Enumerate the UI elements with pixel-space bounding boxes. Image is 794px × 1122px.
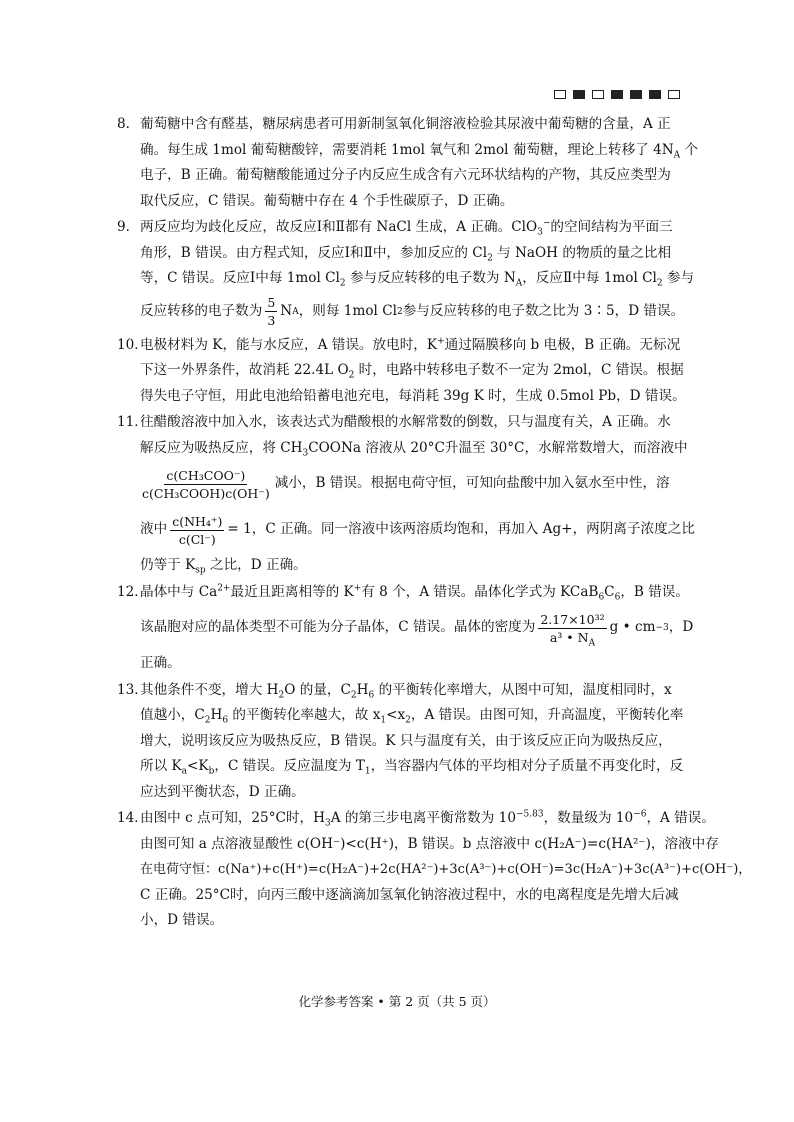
- fraction: $\frac{\text{2.17×10³²}}{a^3 • N_A}$: [540, 611, 605, 648]
- fraction: $\frac{5}{3}$: [267, 295, 276, 328]
- text-line-with-fraction: 该晶胞对应的晶体类型不可能为分子晶体，C 错误。晶体的密度为 $\frac{\text{2.17×10³²}}{a^3 • N_A}$ g • cm −3 ，D: [140, 611, 694, 648]
- text-line: 往醋酸溶液中加入水，该表达式为醋酸根的水解常数的倒数，只与温度有关，A 正确。水: [140, 414, 671, 430]
- item-number: 12．: [117, 583, 148, 600]
- text-line: 取代反应，C 错误。葡萄糖中存在 4 个手性碳原子，D 正确。: [140, 192, 514, 209]
- text-line: 由图可知 a 点溶液显酸性 c(OH⁻)<c(H⁺)，B 错误。b 点溶液中 c(H₂A⁻)=c(HA²⁻)，溶液中存: [140, 835, 719, 852]
- text-line: 晶体中与 $Ca^{2+}$最近且距离相等的 K+有 8 个，A 错误。晶体化学式为 $KCaB_6C_6$，B 错误。: [140, 582, 689, 603]
- answer-item-11: [117, 410, 695, 579]
- fraction: $\frac{\text{c(CH₃COO⁻)}}{\text{c(CH₃COOH)c(OH⁻)}}$: [142, 467, 270, 501]
- text-line: 小，D 错误。: [140, 912, 224, 928]
- page-footer: 化学参考答案 • 第 2 页（共 5 页）: [298, 994, 496, 1009]
- text-line: 电子，B 正确。葡萄糖酸能通过分子内反应生成含有六元环状结构的产物，其反应类型为: [140, 167, 671, 183]
- text-line: 正确。: [140, 655, 181, 671]
- header-mark-empty: [668, 90, 680, 99]
- answer-item-8: [117, 112, 699, 214]
- text-line: 所以 $K_a<K_b$，C 错误。反应温度为 $T_1$，当容器内气体的平均相对分子质量不再变化时，反: [140, 758, 684, 777]
- answer-item-13: [117, 678, 683, 806]
- text-line-with-fraction: 液中 $\frac{\text{c(NH₄⁺)}}{c(Cl^-)}$ = 1，C 正确。同一溶液中该两溶质均饱和，再加入 Ag+，两阴离子浓度之比: [140, 513, 695, 547]
- text-line: 确。每生成 1mol 葡萄糖酸锌，需要消耗 1mol 氧气和 2mol 葡萄糖，理论上转移了 $4N_A$ 个: [140, 141, 699, 161]
- header-mark-filled: [573, 90, 585, 99]
- answer-item-10: [117, 333, 686, 410]
- text-line: 在电荷守恒：c(Na⁺)+c(H⁺)=c(H₂A⁻)+2c(HA²⁻)+3c(A³⁻)+c(OH⁻)=3c(H₂A⁻)+3c(A³⁻)+c(OH⁻)，: [140, 862, 752, 877]
- header-mark-empty: [592, 90, 604, 99]
- answer-item-9: [117, 215, 695, 332]
- text-line: 应达到平衡状态，D 正确。: [140, 783, 305, 800]
- item-number: 13．: [117, 681, 148, 698]
- item-number: 11．: [117, 414, 148, 430]
- text-line: 由图中 c 点可知，25°C时，$H_3A$ 的第三步电离平衡常数为 $10^{-5.83}$，数量级为 $10^{-6}$，A 错误。: [140, 809, 715, 829]
- text-line: 增大，说明该反应为吸热反应，B 错误。K 只与温度有关，由于该反应正向为吸热反应，: [140, 732, 672, 749]
- item-number: 9．: [117, 219, 140, 235]
- text-line: 解反应为吸热反应，将 $CH_3COONa$ 溶液从 20°C升温至 30°C，水解常数增大，而溶液中: [140, 439, 688, 459]
- text-line: 两反应均为歧化反应，故反应Ⅰ和Ⅱ都有 NaCl 生成，A 正确。ClO$_3$−的空间结构为平面三: [140, 218, 673, 238]
- text-line: 电极材料为 K，能与水反应，A 错误。放电时，K+通过隔膜移向 b 电极，B 正确。无标况: [140, 335, 681, 353]
- text-line: C 正确。25°C时，向丙三酸中逐滴滴加氢氧化钠溶液过程中，水的电离程度是先增大后减: [140, 886, 679, 903]
- text-line-with-fraction: $\frac{\text{c(CH₃COO⁻)}}{\text{c(CH₃COOH)c(OH⁻)}}$ 减小，B 错误。根据电荷守恒，可知向盐酸中加入氨水至中性，溶: [142, 467, 670, 501]
- item-number: 14．: [117, 810, 148, 826]
- text-line: 葡萄糖中含有醛基，糖尿病患者可用新制氢氧化铜溶液检验其尿液中葡萄糖的含量，A 正: [140, 116, 671, 132]
- header-mark-filled: [649, 90, 661, 99]
- text-line: 得失电子守恒，用此电池给铅蓄电池充电，每消耗 39g K 时，生成 0.5mol Pb，D 错误。: [140, 387, 686, 404]
- item-number: 8．: [117, 116, 140, 132]
- answer-body: [117, 112, 752, 935]
- item-number: 10．: [117, 336, 148, 353]
- header-mark-filled: [611, 90, 623, 99]
- text-line-with-fraction: 反应转移的电子数为 $\frac{5}{3}$ N A ，则每 1mol Cl 2 参与反应转移的电子数之比为 3∶5，D 错误。: [140, 295, 685, 328]
- text-line: 下这一外界条件，故消耗 22.4L $O_2$ 时，电路中转移电子数不一定为 2mol，C 错误。根据: [140, 362, 684, 381]
- header-mark-empty: [554, 90, 566, 99]
- header-mark-filled: [630, 90, 642, 99]
- text-line: 其他条件不变，增大 $H_2O$ 的量，$C_2H_6$ 的平衡转化率增大，从图中可知，温度相同时，x: [140, 681, 672, 701]
- text-line: 角形，B 错误。由方程式知，反应Ⅰ和Ⅱ中，参加反应的 $Cl_2$ 与 NaOH 的物质的量之比相: [140, 244, 672, 264]
- fraction: $\frac{\text{c(NH₄⁺)}}{c(Cl^-)}$: [172, 513, 223, 547]
- text-line: 值越小，$C_2H_6$ 的平衡转化率越大，故 $x_1<x_2$，A 错误。由图可知，升高温度，平衡转化率: [140, 707, 684, 726]
- answer-item-14: [117, 806, 752, 934]
- header-marks: [554, 90, 680, 99]
- answer-item-12: [117, 580, 694, 677]
- text-line: 仍等于 $K_{sp}$ 之比，D 正确。: [140, 557, 307, 576]
- text-line: 等，C 错误。反应Ⅰ中每 1mol $Cl_2$ 参与反应转移的电子数为 $N_A$，反应Ⅱ中每 1mol $Cl_2$ 参与: [140, 270, 695, 289]
